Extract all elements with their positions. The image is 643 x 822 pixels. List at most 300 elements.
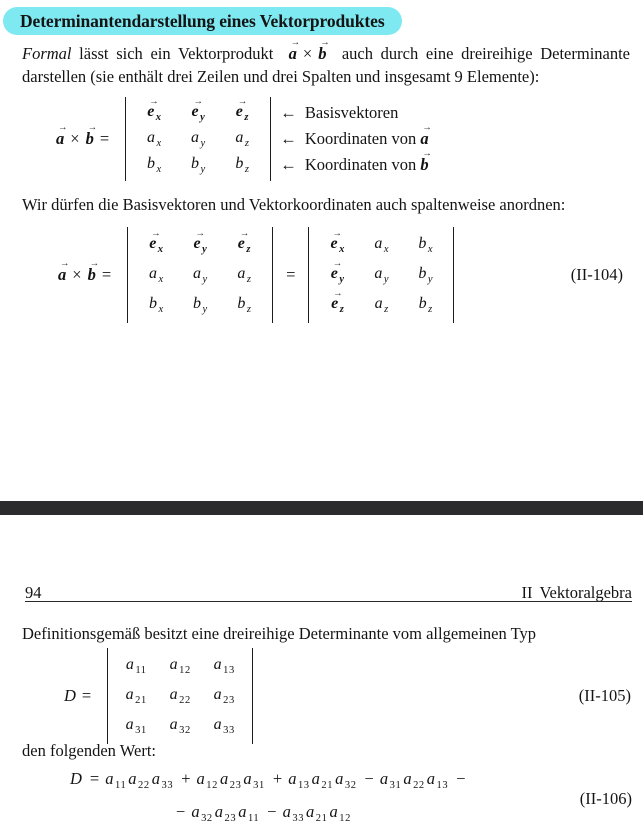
math-token — [193, 265, 207, 285]
math-token — [418, 265, 432, 285]
math-token — [426, 769, 449, 791]
matrix-cell — [202, 686, 246, 706]
subscript: y — [200, 112, 205, 123]
math-symbol: − — [364, 769, 374, 788]
math-token — [181, 769, 190, 788]
math-token — [297, 129, 421, 149]
matrix-cell — [132, 129, 176, 149]
equation-104-content — [58, 227, 643, 323]
matrix-cell — [158, 716, 202, 736]
matrix-cell — [359, 265, 403, 285]
matrix-cell — [220, 155, 264, 175]
subscript: 12 — [179, 665, 191, 676]
vector-arrow-icon: → — [422, 149, 432, 159]
math-symbol: Formal — [22, 44, 72, 63]
math-token — [170, 656, 191, 676]
math-symbol: − — [267, 802, 277, 821]
math-token — [176, 802, 185, 821]
matrix-row — [132, 126, 264, 152]
vector-arrow-icon: → — [151, 229, 161, 239]
subscript: 11 — [114, 780, 127, 791]
subscript: 31 — [135, 725, 147, 736]
math-token — [330, 802, 351, 821]
math-symbol: b — [191, 155, 200, 172]
math-token — [215, 802, 236, 821]
math-token — [126, 716, 147, 736]
math-symbol: b — [147, 155, 156, 172]
math-symbol: a — [288, 44, 297, 63]
math-symbol: a — [213, 656, 222, 673]
math-token — [379, 769, 402, 791]
math-token — [306, 802, 327, 821]
math-symbol: a — [169, 686, 178, 703]
matrix-cell — [315, 229, 359, 255]
subscript: y — [202, 244, 207, 255]
vector-arrow-icon: → — [195, 229, 205, 239]
math-token — [335, 769, 357, 791]
math-symbol: b — [418, 265, 427, 282]
equation-106-line2 — [170, 799, 643, 822]
page-separator-bar — [0, 501, 643, 515]
vector-arrow-icon: → — [89, 259, 100, 269]
math-symbol: − — [176, 802, 186, 821]
math-symbol: a — [193, 265, 202, 282]
math-symbol: e — [237, 235, 245, 252]
math-symbol: = — [101, 265, 112, 284]
equation-104-lhs — [58, 259, 117, 285]
matrix-row — [114, 681, 246, 711]
matrix-row — [134, 260, 266, 290]
equation-basis — [0, 97, 643, 181]
matrix-cell — [403, 265, 447, 285]
subscript: y — [200, 138, 206, 149]
subscript: 12 — [206, 780, 218, 791]
math-symbol: a — [213, 716, 222, 733]
math-symbol: a — [213, 686, 222, 703]
subscript: x — [156, 138, 162, 149]
subscript: 13 — [436, 780, 449, 791]
equation-basis-lhs — [56, 123, 115, 149]
annotation-koordinaten-a — [280, 123, 432, 152]
subscript: 13 — [297, 780, 310, 791]
matrix-cell — [176, 97, 220, 123]
matrix-row — [315, 260, 447, 290]
math-token — [102, 265, 111, 284]
math-token — [128, 769, 150, 791]
subscript: 21 — [321, 780, 334, 791]
vector-arrow-icon: → — [239, 229, 250, 239]
matrix-cell — [403, 235, 447, 255]
matrix-cell — [132, 97, 176, 123]
math-token — [267, 802, 276, 821]
math-symbol: a — [335, 769, 344, 788]
annotation-koordinaten-b — [280, 149, 432, 178]
subscript: 33 — [161, 780, 174, 791]
subscript: x — [157, 244, 164, 255]
math-token — [105, 769, 127, 791]
math-token — [147, 97, 162, 123]
subscript: 23 — [224, 813, 237, 822]
equation-label-105: (II-105) — [578, 686, 631, 705]
math-token — [420, 123, 432, 149]
math-symbol: × — [70, 129, 80, 148]
math-token — [330, 259, 345, 285]
row-annotations — [280, 100, 432, 178]
matrix-cell — [176, 155, 220, 175]
subscript: 12 — [339, 813, 351, 822]
math-symbol: e — [330, 265, 338, 282]
matrix-row — [315, 290, 447, 320]
math-symbol: a — [169, 656, 178, 673]
math-token — [64, 686, 76, 705]
matrix-cell — [359, 295, 403, 315]
math-symbol: a — [420, 129, 429, 148]
math-token — [288, 38, 301, 64]
math-symbol: a — [219, 769, 229, 788]
math-token — [237, 229, 251, 255]
math-token — [219, 769, 242, 791]
page-number: 94 — [25, 583, 42, 602]
header-rule — [25, 601, 632, 602]
matrix-cell — [114, 686, 158, 706]
math-symbol: b — [318, 44, 327, 63]
math-token — [90, 769, 99, 788]
math-token — [151, 769, 174, 791]
math-token — [456, 769, 465, 788]
math-symbol: a — [379, 769, 389, 788]
math-symbol: auch durch eine dreireihige Determinante darstellen (sie enthält drei Zeilen und drei Spalten und insgesamt 9 Elemente): — [22, 44, 635, 86]
math-symbol: b — [237, 295, 246, 312]
subscript: z — [246, 274, 251, 285]
math-symbol: = — [89, 769, 100, 788]
vector-arrow-icon: → — [333, 289, 343, 299]
subscript: y — [427, 274, 433, 285]
subscript: y — [200, 164, 206, 175]
math-token — [126, 656, 147, 676]
determinant-rowwise-104 — [127, 227, 273, 323]
vector-arrow-icon: → — [237, 97, 248, 107]
matrix-row — [114, 651, 246, 681]
equation-105-lhs — [64, 686, 97, 706]
equation-basis-content — [56, 97, 643, 181]
math-symbol: a — [282, 802, 291, 821]
math-symbol: ← — [280, 129, 297, 148]
subscript: x — [427, 244, 433, 255]
math-token — [318, 38, 330, 64]
math-token — [170, 686, 191, 706]
math-symbol: a — [105, 769, 114, 788]
math-symbol: a — [125, 656, 134, 673]
subscript: x — [155, 112, 162, 123]
equation-105-content — [64, 648, 643, 744]
running-header — [25, 583, 632, 603]
math-symbol: a — [169, 716, 178, 733]
math-token — [82, 686, 91, 705]
subscript: 21 — [135, 695, 147, 706]
math-token — [191, 97, 205, 123]
vector-arrow-icon: → — [332, 229, 342, 239]
math-token — [311, 769, 334, 791]
math-symbol: e — [235, 103, 243, 120]
math-token — [193, 229, 207, 255]
math-symbol: a — [374, 235, 383, 252]
math-symbol: a — [58, 265, 67, 284]
math-symbol: b — [149, 295, 158, 312]
math-token — [280, 129, 297, 149]
math-token — [280, 103, 297, 123]
math-symbol: a — [128, 769, 137, 788]
equation-106-line1 — [70, 766, 643, 799]
vector-arrow-icon: → — [290, 38, 301, 48]
math-symbol: b — [235, 155, 244, 172]
math-token — [235, 155, 249, 175]
matrix-cell — [158, 656, 202, 676]
math-token — [418, 235, 432, 255]
equation-label-104: (II-104) — [570, 265, 623, 284]
subscript: 22 — [138, 780, 150, 791]
math-token — [403, 769, 425, 791]
math-symbol: a — [214, 802, 224, 821]
math-symbol: b — [193, 295, 202, 312]
math-token — [149, 229, 164, 255]
matrix-cell — [222, 295, 266, 315]
math-symbol: Koordinaten von — [296, 129, 421, 148]
subscript: 32 — [179, 725, 191, 736]
matrix-cell — [176, 129, 220, 149]
math-token — [375, 295, 389, 315]
vector-arrow-icon: → — [332, 259, 343, 269]
math-symbol: a — [196, 769, 205, 788]
math-symbol: Koordinaten von — [296, 155, 421, 174]
subscript: 31 — [389, 780, 402, 791]
matrix-cell — [158, 686, 202, 706]
math-symbol: b — [87, 265, 96, 284]
subscript: x — [158, 274, 164, 285]
equation-label-106: (II-106) — [579, 789, 632, 808]
subscript: z — [428, 304, 433, 315]
section-title: Determinantendarstellung eines Vektorproduktes — [20, 10, 385, 31]
math-token — [331, 289, 344, 315]
math-token — [191, 129, 205, 149]
subscript: y — [202, 304, 208, 315]
math-token — [85, 123, 98, 149]
matrix-row — [134, 290, 266, 320]
math-token — [280, 155, 297, 175]
math-symbol: a — [329, 802, 338, 821]
subscript: 11 — [135, 665, 147, 676]
paragraph-intro — [22, 38, 635, 88]
math-symbol: e — [191, 103, 199, 120]
chapter-title: Vektoralgebra — [539, 583, 632, 602]
math-symbol: a — [374, 265, 383, 282]
math-symbol: a — [125, 716, 134, 733]
math-token — [374, 265, 388, 285]
annotation-basisvektoren — [280, 100, 428, 126]
subscript: y — [202, 274, 208, 285]
math-token — [196, 769, 218, 791]
math-token — [420, 149, 432, 175]
math-symbol: + — [272, 769, 283, 788]
math-token — [288, 769, 310, 791]
math-token — [191, 802, 212, 821]
math-token — [58, 259, 70, 285]
matrix-cell — [134, 265, 178, 285]
equation-106 — [0, 766, 643, 822]
matrix-row — [315, 230, 447, 260]
section-title-highlight — [3, 7, 402, 35]
math-symbol: = — [99, 129, 110, 148]
math-symbol: a — [191, 129, 200, 146]
paragraph-definition: Definitionsgemäß besitzt eine dreireihige Determinante vom allgemeinen Typ — [22, 624, 536, 643]
math-symbol: a — [403, 769, 412, 788]
math-token — [214, 656, 235, 676]
math-symbol: a — [56, 129, 65, 148]
matrix-cell — [114, 716, 158, 736]
matrix-cell — [220, 97, 264, 123]
math-symbol: × — [302, 44, 313, 63]
subscript: 22 — [413, 780, 425, 791]
math-symbol: D — [70, 769, 82, 788]
matrix-row — [134, 230, 266, 260]
math-symbol: a — [147, 129, 156, 146]
subscript: 33 — [292, 813, 305, 822]
math-token — [214, 716, 235, 736]
math-symbol: a — [237, 265, 246, 282]
math-symbol: ← — [280, 155, 297, 174]
math-token — [419, 295, 433, 315]
subscript: y — [383, 274, 389, 285]
equation-104 — [0, 227, 643, 323]
subscript: x — [156, 164, 162, 175]
math-symbol: e — [330, 235, 338, 252]
vector-arrow-icon: → — [60, 259, 70, 269]
matrix-cell — [178, 229, 222, 255]
subscript: 33 — [223, 725, 235, 736]
math-token — [70, 769, 82, 788]
math-token — [70, 129, 79, 148]
math-token — [72, 44, 289, 63]
math-token — [87, 259, 100, 285]
math-token — [237, 295, 251, 315]
vector-arrow-icon: → — [193, 97, 203, 107]
vector-arrow-icon: → — [87, 123, 98, 133]
matrix-cell — [222, 265, 266, 285]
matrix-cell — [315, 289, 359, 315]
math-token — [238, 802, 259, 821]
matrix-cell — [220, 129, 264, 149]
subscript: 31 — [253, 780, 265, 791]
math-symbol: e — [147, 103, 155, 120]
math-token — [374, 235, 388, 255]
math-symbol: + — [181, 769, 191, 788]
subscript: 32 — [344, 780, 357, 791]
vector-arrow-icon: → — [320, 38, 330, 48]
math-symbol: a — [149, 265, 158, 282]
equals-sign: = — [286, 265, 296, 284]
math-token — [303, 44, 312, 63]
subscript: x — [339, 244, 345, 255]
chapter-number: II — [521, 583, 533, 602]
vector-arrow-icon: → — [422, 123, 432, 133]
matrix-cell — [132, 155, 176, 175]
determinant-general — [107, 648, 253, 744]
subscript: z — [339, 304, 344, 315]
math-symbol: a — [243, 769, 252, 788]
matrix-row — [132, 97, 264, 126]
determinant-rowwise — [125, 97, 271, 181]
math-token — [235, 129, 249, 149]
math-token — [235, 97, 249, 123]
math-symbol: a — [306, 802, 315, 821]
subscript: y — [339, 274, 345, 285]
math-symbol: D — [64, 686, 76, 705]
matrix-cell — [359, 235, 403, 255]
math-token — [243, 769, 265, 791]
math-symbol: a — [191, 802, 200, 821]
chapter-heading — [521, 583, 632, 603]
matrix-row — [132, 152, 264, 178]
math-symbol: a — [238, 802, 247, 821]
subscript: z — [384, 304, 389, 315]
math-token — [149, 265, 163, 285]
math-token — [100, 129, 109, 148]
math-symbol: b — [418, 295, 427, 312]
math-symbol: e — [193, 235, 201, 252]
matrix-cell — [134, 295, 178, 315]
math-token — [191, 155, 205, 175]
matrix-cell — [222, 229, 266, 255]
math-token — [330, 229, 345, 255]
math-token — [72, 265, 81, 284]
subscript: z — [246, 244, 251, 255]
subscript: x — [158, 304, 164, 315]
math-token — [237, 265, 251, 285]
subscript: 23 — [223, 695, 235, 706]
math-token — [297, 155, 421, 175]
subscript: 13 — [223, 665, 235, 676]
matrix-cell — [178, 295, 222, 315]
subscript: 21 — [315, 813, 328, 822]
equation-105 — [0, 648, 643, 744]
math-token — [283, 802, 304, 821]
matrix-cell — [315, 259, 359, 285]
math-token — [214, 686, 235, 706]
matrix-cell — [134, 229, 178, 255]
math-symbol: b — [85, 129, 94, 148]
matrix-cell — [202, 716, 246, 736]
math-token — [126, 686, 147, 706]
math-token — [22, 44, 72, 63]
subscript: z — [244, 164, 249, 175]
math-token — [365, 769, 374, 788]
math-token — [193, 295, 207, 315]
matrix-cell — [178, 265, 222, 285]
math-symbol: a — [311, 769, 320, 788]
math-symbol: a — [151, 769, 160, 788]
math-symbol: − — [456, 769, 466, 788]
math-symbol: e — [149, 235, 157, 252]
math-symbol: a — [288, 769, 297, 788]
math-symbol: a — [374, 295, 383, 312]
math-token — [56, 123, 68, 149]
math-symbol: ← — [280, 103, 297, 122]
math-symbol: e — [331, 295, 339, 312]
vector-arrow-icon: → — [149, 97, 159, 107]
math-symbol: = — [81, 686, 92, 705]
math-symbol: Basisvektoren — [296, 103, 399, 122]
subscript: x — [383, 244, 389, 255]
math-symbol: a — [125, 686, 134, 703]
